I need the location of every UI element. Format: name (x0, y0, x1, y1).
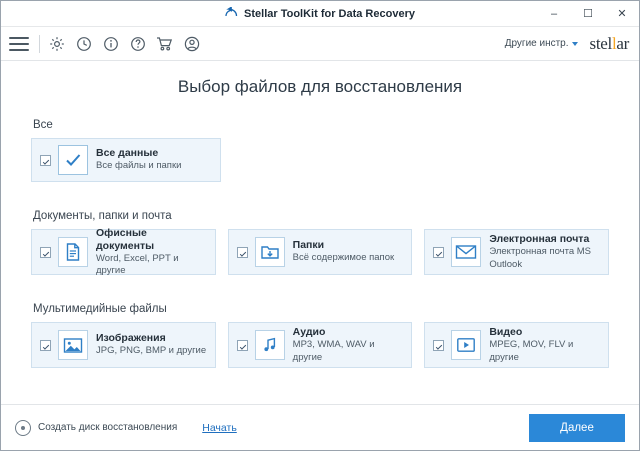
maximize-button[interactable]: ☐ (583, 8, 593, 20)
group-documents-cards (31, 226, 609, 277)
card-audio-title: Аудио (292, 326, 326, 339)
footer-bar (1, 404, 639, 450)
card-video[interactable] (424, 322, 609, 368)
card-video-sub: MPEG, MOV, FLV и другие (489, 339, 574, 363)
brand-pre: stel (589, 33, 612, 53)
brand-post: ar (616, 33, 629, 53)
card-email[interactable] (424, 229, 609, 275)
card-images-sub: JPG, PNG, BMP и другие (96, 345, 207, 357)
card-images-title: Изображения (96, 332, 166, 345)
title-bar (1, 1, 639, 27)
play-icon (451, 330, 481, 360)
checkbox-all-data[interactable] (40, 155, 51, 166)
group-all (31, 119, 609, 182)
toolbar (1, 27, 639, 61)
check-square-icon (58, 145, 88, 175)
info-icon[interactable] (102, 35, 119, 52)
main-content (1, 61, 639, 404)
card-email-sub: Электронная почта MS Outlook (489, 246, 592, 270)
group-all-title: Все (33, 119, 53, 131)
group-documents-title: Документы, папки и почта (33, 210, 172, 222)
brand-accent: l (611, 33, 617, 53)
help-icon[interactable] (129, 35, 146, 52)
card-folders-text (293, 239, 394, 264)
stellar-brand-logo (590, 34, 629, 54)
chevron-down-icon (572, 42, 578, 46)
card-office-documents[interactable] (31, 226, 216, 277)
history-icon[interactable] (75, 35, 92, 52)
group-documents (31, 210, 609, 275)
spacer-2 (31, 281, 609, 303)
card-email-title: Электронная почта (489, 233, 590, 246)
card-video-text (489, 326, 600, 364)
checkbox-audio[interactable] (237, 340, 248, 351)
stellar-arrow-icon (225, 7, 238, 20)
card-all-data[interactable] (31, 138, 221, 182)
card-office-documents-text (96, 227, 207, 278)
group-multimedia-title: Мультимедийные файлы (33, 303, 167, 315)
card-folders-sub: Всё содержимое папок (292, 252, 395, 264)
cart-icon[interactable] (156, 35, 173, 52)
card-office-documents-title: Офисные документы (96, 226, 155, 252)
card-folders-title: Папки (292, 239, 325, 252)
card-all-data-title: Все данные (96, 147, 159, 160)
checkbox-office-documents[interactable] (40, 247, 51, 258)
card-email-text (489, 233, 600, 271)
card-audio-text (293, 326, 404, 364)
card-audio-sub: MP3, WMA, WAV и другие (292, 339, 375, 363)
more-tools-dropdown[interactable] (505, 38, 578, 49)
group-multimedia-cards (31, 322, 609, 368)
checkbox-email[interactable] (433, 247, 444, 258)
checkbox-images[interactable] (40, 340, 51, 351)
toolbar-right (505, 34, 629, 54)
group-multimedia (31, 303, 609, 368)
image-icon (58, 330, 88, 360)
card-all-data-text (96, 147, 181, 172)
toolbar-icon-group (48, 35, 200, 52)
card-images[interactable] (31, 322, 216, 368)
checkbox-folders[interactable] (237, 247, 248, 258)
music-note-icon (255, 330, 285, 360)
window-title: Stellar ToolKit for Data Recovery (244, 7, 415, 20)
create-recovery-disc-label[interactable]: Создать диск восстановления (38, 422, 178, 433)
minimize-button[interactable]: – (550, 7, 558, 20)
footer-left (15, 420, 237, 436)
card-audio[interactable] (228, 322, 413, 368)
card-all-data-sub: Все файлы и папки (96, 160, 182, 172)
card-images-text (96, 332, 206, 357)
title-bar-center (1, 7, 639, 20)
page-title: Выбор файлов для восстановления (177, 77, 463, 96)
card-office-documents-sub: Word, Excel, PPT и другие (96, 252, 179, 277)
hamburger-icon[interactable] (9, 37, 29, 51)
envelope-icon (451, 237, 481, 267)
card-video-title: Видео (489, 326, 523, 339)
more-tools-label: Другие инстр. (504, 38, 569, 49)
toolbar-divider (39, 35, 40, 53)
folder-download-icon (255, 237, 285, 267)
disc-icon (15, 420, 31, 436)
card-folders[interactable] (228, 229, 413, 275)
user-icon[interactable] (183, 35, 200, 52)
spacer-1 (31, 188, 609, 210)
start-link[interactable]: Начать (202, 421, 237, 434)
close-button[interactable]: ✕ (617, 8, 627, 20)
checkbox-video[interactable] (433, 340, 444, 351)
group-all-cards (31, 138, 609, 182)
next-button[interactable]: Далее (529, 414, 625, 442)
document-icon (58, 237, 88, 267)
gear-icon[interactable] (48, 35, 65, 52)
